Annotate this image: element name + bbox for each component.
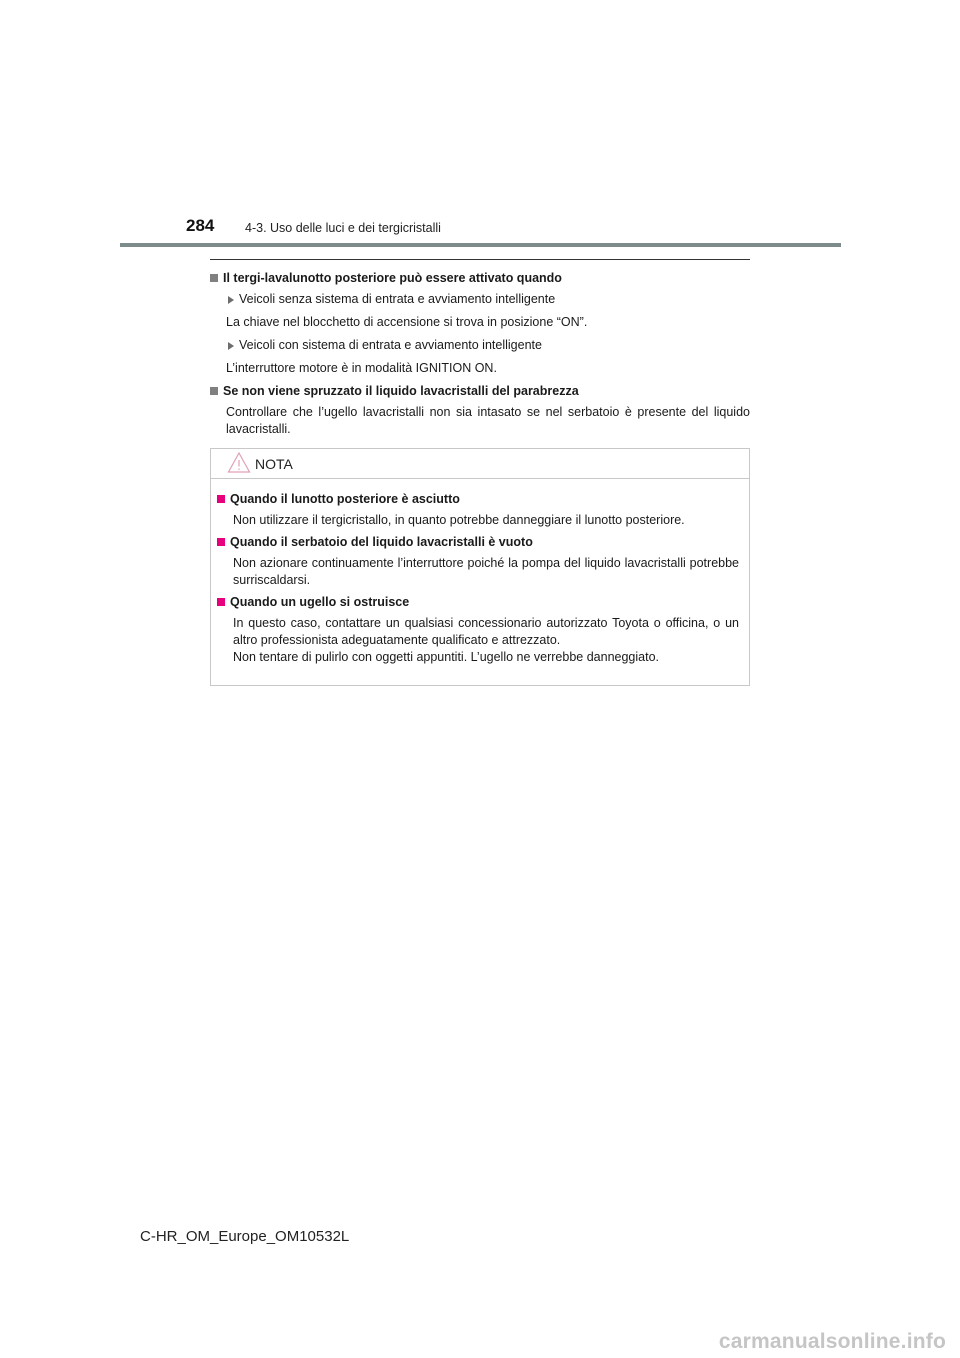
triangle-bullet-icon <box>228 296 234 304</box>
note-item-text: In questo caso, contattare un qualsiasi concessionario autorizzato Toyota o officina, o un altro professionista adeguatamente qualificato e attrezzato. <box>233 616 739 647</box>
heading-washer-fluid <box>210 383 750 400</box>
heading-text: Il tergi-lavalunotto posteriore può essere attivato quando <box>223 271 562 285</box>
note-title: NOTA <box>255 456 293 472</box>
watermark: carmanualsonline.info <box>718 1330 946 1353</box>
heading-rear-wiper <box>210 270 750 287</box>
heading-text: Se non viene spruzzato il liquido lavacristalli del parabrezza <box>223 384 579 398</box>
note-item-text: Non tentare di pulirlo con oggetti appuntiti. L’ugello ne verrebbe danneggiato. <box>233 650 660 664</box>
note-item-text: Non utilizzare il tergicristallo, in quanto potrebbe danneggiare il lunotto posteriore. <box>233 513 685 527</box>
washer-fluid-text: Controllare che l’ugello lavacristalli non sia intasato se nel serbatoio è presente del liquido lavacristalli. <box>226 405 750 436</box>
case-without-smart-entry <box>210 291 750 308</box>
header-rule <box>120 243 841 247</box>
case-with-smart-entry <box>210 337 750 354</box>
content-divider <box>210 259 750 260</box>
triangle-bullet-icon <box>228 342 234 350</box>
note-body <box>211 479 749 666</box>
warning-triangle-icon <box>227 451 251 480</box>
square-bullet-icon <box>217 598 225 606</box>
note-item-text: Non azionare continuamente l’interruttore poiché la pompa del liquido lavacristalli potrebbe surriscaldarsi. <box>233 556 739 587</box>
case-text: L’interruttore motore è in modalità IGNITION ON. <box>226 361 497 375</box>
document-id: C-HR_OM_Europe_OM10532L <box>140 1228 350 1245</box>
case-label: Veicoli senza sistema di entrata e avviamento intelligente <box>239 292 556 306</box>
note-header <box>211 449 749 479</box>
section-title: 4-3. Uso delle luci e dei tergicristalli <box>245 221 441 235</box>
note-item-heading <box>217 491 739 508</box>
case-label: Veicoli con sistema di entrata e avviamento intelligente <box>239 338 542 352</box>
square-bullet-icon <box>217 538 225 546</box>
heading-text: Quando il lunotto posteriore è asciutto <box>230 492 460 506</box>
note-item-heading <box>217 534 739 551</box>
note-box <box>210 448 750 686</box>
square-bullet-icon <box>210 387 218 395</box>
note-item-heading <box>217 594 739 611</box>
heading-text: Quando un ugello si ostruisce <box>230 595 410 609</box>
square-bullet-icon <box>210 274 218 282</box>
page-number: 284 <box>186 216 215 235</box>
main-content <box>210 259 750 444</box>
case-text: La chiave nel blocchetto di accensione si trova in posizione “ON”. <box>226 315 588 329</box>
square-bullet-icon <box>217 495 225 503</box>
heading-text: Quando il serbatoio del liquido lavacristalli è vuoto <box>230 535 533 549</box>
